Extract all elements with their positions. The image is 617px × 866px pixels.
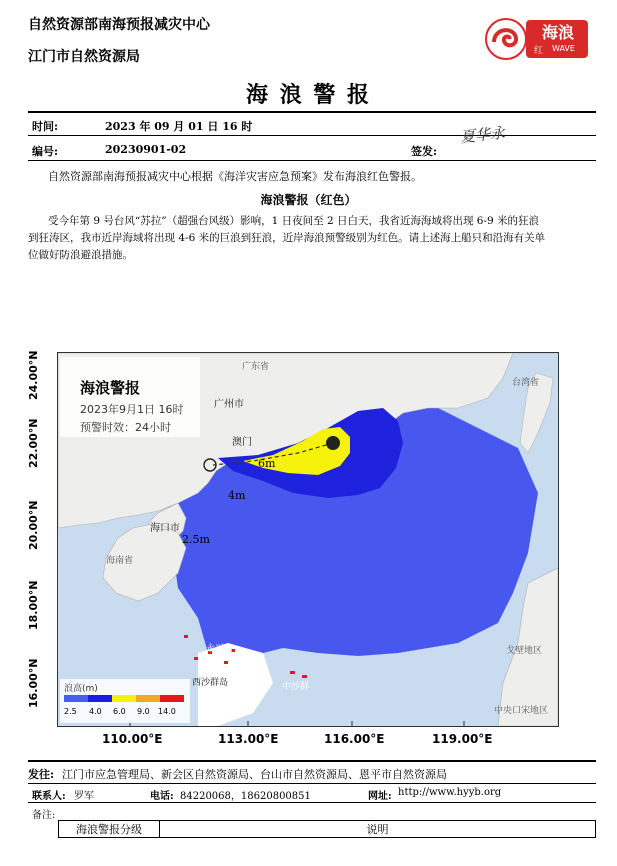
info-title: 海浪警报 <box>80 379 141 397</box>
contour-6m: 6m <box>258 457 276 470</box>
signature: 夏华永 <box>459 123 506 147</box>
legend-value-2: 4.0 <box>89 707 102 716</box>
label-xisha: 西沙群岛 <box>192 678 229 688</box>
wave-legend <box>60 679 190 723</box>
legend-swatch-3 <box>112 695 136 702</box>
issued-label: 发往: <box>28 768 55 781</box>
web-link[interactable]: http://www.hyyb.org <box>398 787 502 798</box>
label-guangdong: 广东省 <box>242 362 270 372</box>
page-title: 海 浪 警 报 <box>246 83 371 108</box>
remark-label: 备注: <box>32 810 56 821</box>
footer-divider-3 <box>28 802 596 803</box>
number-value: 20230901-02 <box>105 143 187 156</box>
label-guangzhou: 广州市 <box>214 399 244 410</box>
legend-swatch-1 <box>64 695 88 702</box>
label-haikou: 海口市 <box>150 523 180 534</box>
lon-label-119: 119.00°E <box>432 732 493 746</box>
number-label: 编号: <box>32 145 59 158</box>
sign-label: 签发: <box>411 145 438 158</box>
time-value: 2023 年 09 月 01 日 16 时 <box>105 120 253 133</box>
info-box <box>60 357 200 437</box>
lat-label-22: 22.00°N <box>27 418 40 468</box>
contour-4m: 4m <box>228 489 246 502</box>
label-zhongsha: 中沙群 <box>282 682 310 692</box>
title-divider <box>28 111 596 113</box>
logo-red: 红 <box>534 46 544 56</box>
contact-value: 罗军 <box>74 791 94 802</box>
label-central-south: 中央口宋地区 <box>494 706 549 716</box>
org-name-2: 江门市自然资源局 <box>28 49 140 65</box>
lat-label-18: 18.00°N <box>27 580 40 630</box>
web-label: 网址: <box>368 791 392 802</box>
wave-logo <box>484 16 590 62</box>
label-taiwan: 台湾省 <box>512 378 540 388</box>
label-yongxing: 永兴岛 <box>206 644 234 654</box>
info-valid: 预警时效：24小时 <box>80 421 171 434</box>
logo-title: 海浪 <box>541 23 574 42</box>
table-header-desc: 说明 <box>160 821 596 838</box>
legend-value-3: 6.0 <box>113 707 126 716</box>
label-hainan: 海南省 <box>106 556 134 566</box>
section-subtitle: 海浪警报（红色） <box>260 193 357 207</box>
legend-value-4: 9.0 <box>137 707 150 716</box>
intro-text: 自然资源部南海预报减灾中心根据《海洋灾害应急预案》发布海浪红色警报。 <box>48 170 422 183</box>
body-line-3: 位做好防浪避浪措施。 <box>28 249 133 261</box>
label-macau: 澳门 <box>232 437 252 448</box>
phone-value: 84220068，18620800851 <box>180 791 311 802</box>
body-line-2: 到狂涛区，我市近岸海域将出现 4-6 米的巨浪到狂浪，近岸海浪预警级别为红色。请上述海上船只和沿海有关单 <box>28 232 546 244</box>
lat-label-20: 20.00°N <box>27 500 40 550</box>
body-line-1: 受今年第 9 号台风“苏拉”（超强台风级）影响，1 日夜间至 2 日白天，我省近海海域将出现 6-9 米的狂浪 <box>48 215 540 227</box>
legend-swatch-2 <box>88 695 112 702</box>
phone-label: 电话: <box>150 791 174 802</box>
label-gebi: 戈壁地区 <box>506 646 543 656</box>
info-date: 2023年9月1日 16时 <box>80 403 184 416</box>
issued-value: 江门市应急管理局、新会区自然资源局、台山市自然资源局、恩平市自然资源局 <box>62 768 447 781</box>
wave-map <box>57 352 559 727</box>
lat-label-16: 16.00°N <box>27 658 40 708</box>
footer-divider <box>28 760 596 762</box>
logo-wave: WAVE <box>552 44 575 53</box>
legend-title: 浪高(m) <box>64 684 98 694</box>
org-name-1: 自然资源部南海预报减灾中心 <box>28 17 210 33</box>
legend-value-1: 2.5 <box>64 707 77 716</box>
lon-label-116: 116.00°E <box>324 732 385 746</box>
contour-2-5m: 2.5m <box>182 533 210 546</box>
legend-swatch-4 <box>136 695 160 702</box>
lon-label-110: 110.00°E <box>102 732 163 746</box>
meta-divider-2 <box>28 160 596 161</box>
footer-divider-2 <box>28 783 596 784</box>
table-row <box>59 821 596 838</box>
warning-level-table <box>58 820 596 838</box>
time-label: 时间: <box>32 120 59 133</box>
table-header-level: 海浪警报分级 <box>59 821 160 838</box>
contact-label: 联系人: <box>32 791 66 802</box>
lon-label-113: 113.00°E <box>218 732 279 746</box>
legend-value-5: 14.0 <box>158 707 176 716</box>
lat-label-24: 24.00°N <box>27 350 40 400</box>
legend-swatch-5 <box>160 695 184 702</box>
meta-divider-1 <box>28 135 596 136</box>
legend-bar <box>64 695 184 702</box>
